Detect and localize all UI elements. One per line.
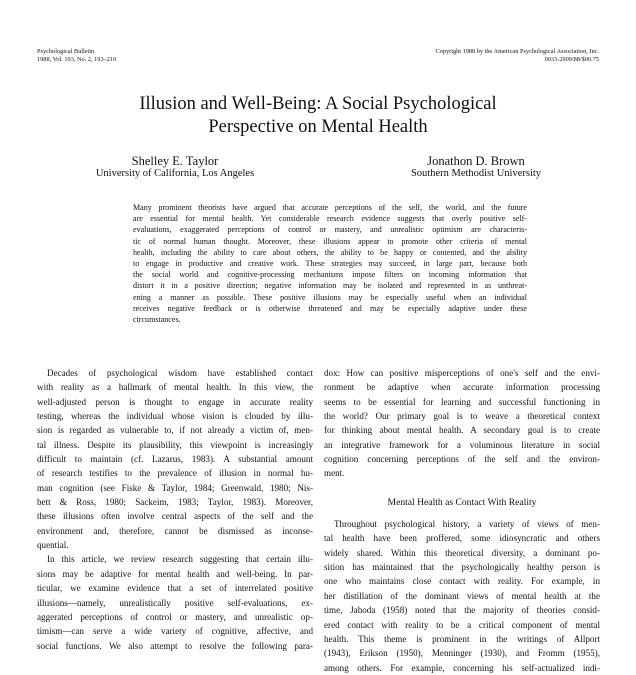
title-line: Perspective on Mental Health [208,117,428,137]
body-line: bett & Ross, 1980; Sackeim, 1983; Taylor, 1983). Moreover, [37,497,313,508]
body-line: Decades of psychological wisdom have established contact [47,368,313,378]
abstract [133,202,527,325]
body-line: environment and, therefore, cannot be dismissed as inconse- [37,525,313,536]
article-title [0,93,636,139]
abstract-line: tic of normal human thought. Moreover, these illusions appear to promote other criteria of mental [133,236,527,246]
body-line: time, Jahoda (1958) noted that the majority of theories consid- [324,605,600,616]
journal-name: Psychological Bulletin [37,48,95,55]
abstract-line: receives negative feedback or is otherwise threatened and may be especially adaptive under these [133,303,527,313]
body-line: one who maintains close contact with reality. For example, in [324,576,600,587]
abstract-line: circumstances. [133,315,181,325]
body-line: difficult to maintain (cf. Lazarus, 1983). A substantial amount [37,454,313,465]
body-line: timism—can serve a wide variety of cognitive, affective, and [37,626,313,637]
body-line: an integrative framework for a voluminous literature in social [324,439,600,450]
body-line: of research testifies to the prevalence of illusion in normal hu- [37,468,313,479]
abstract-line: to engage in productive and creative work. These strategies may succeed, in large part, because both [133,259,527,269]
body-line: sition has maintained that the psychologically healthy person is [324,562,600,573]
body-line: among others. For example, concerning his self-actualized indi- [324,662,600,673]
body-line: tal illness. Despite its plausibility, this viewpoint is increasingly [37,439,313,450]
body-line: quential. [37,540,69,551]
body-line: cognition concerning perceptions of the self and the environ- [324,454,600,465]
author-block [356,154,596,180]
abstract-line: the social world and cognitive-processing mechanisms impose filters on incoming information that [133,270,527,280]
body-line: her distillation of the dominant views of mental health at the [324,590,600,601]
body-line: these illusions often involve central aspects of the self and the [37,511,313,522]
body-line: social functions. We also attempt to resolve the following para- [37,640,313,651]
body-line: man cognition (see Fiske & Taylor, 1984; Greenwald, 1980; Nis- [37,482,313,493]
body-line: testing, whereas the individual whose vision is clouded by illu- [37,411,313,422]
section-heading: Mental Health as Contact With Reality [387,496,537,508]
body-line: well-adjusted person is thought to engage in accurate reality [37,396,313,407]
body-line: illusions—namely, unrealistically positive self-evaluations, ex- [37,597,313,608]
abstract-line: health, including the ability to care about others, the ability to be happy or contented, and the ability [133,247,527,257]
body-line: the world? Our primary goal is to weave a theoretical context [324,411,600,422]
body-line: Throughout psychological history, a variety of views of men- [334,519,600,530]
abstract-line: ening a manner as possible. These positive illusions may be especially useful when an individual [133,292,527,302]
author-name: Shelley E. Taylor [131,154,219,168]
title-line: Illusion and Well-Being: A Social Psychological [139,94,497,114]
body-line: In this article, we review research suggesting that certain illu- [47,554,313,565]
body-line: dox: How can positive misperceptions of one's self and the envi- [324,368,600,378]
author-affiliation: University of California, Los Angeles [95,168,255,179]
body-line: ment. [324,468,345,479]
copyright-notice: Copyright 1988 by the American Psychological Association, Inc. [435,48,599,55]
body-line: widely shared. Within this theoretical diversity, a dominant po- [324,547,600,558]
body-line: ticular, we examine evidence that a set of interrelated positive [37,583,313,594]
abstract-line: Many prominent theorists have argued that accurate perceptions of the self, the world, and the future [133,203,527,212]
abstract-line: are essential for mental health. Yet considerable research evidence suggests that overly positive self- [133,214,527,224]
copyright-info [435,48,599,64]
issn-price: 0033-2909/88/$00.75 [544,56,599,63]
body-column-right [324,366,600,675]
journal-volume: 1988, Vol. 103, No. 2, 193–210 [37,56,117,63]
author-block [70,154,280,180]
body-line: for thinking about mental health. A secondary goal is to create [324,425,600,436]
body-line: sion is regarded as vulnerable to, if not already a victim of, men- [37,425,313,436]
body-column-left [37,366,313,653]
body-line: health. This theme is prominent in the writings of Allport [324,633,600,644]
body-line: with reality as a hallmark of mental health. In this view, the [37,382,313,393]
author-name: Jonathon D. Brown [427,154,525,168]
body-line: tal health have been proffered, some idiosyncratic and others [324,533,600,544]
body-line: aggerated perceptions of control or mastery, and unrealistic op- [37,611,313,622]
abstract-line: distort it in a positive direction; negative information may be isolated and represented in as unthreat- [133,281,527,291]
body-line: (1943), Erikson (1950), Menninger (1930), and Fromm (1955), [324,648,600,659]
body-line: seems to be essential for learning and successful functioning in [324,396,600,407]
author-affiliation: Southern Methodist University [410,168,542,179]
body-line: ronment be adaptive when accurate information processing [324,382,600,393]
body-line: ered contact with reality to be a critical component of mental [324,619,600,630]
abstract-line: evaluations, exaggerated perceptions of control or mastery, and unrealistic optimism are characteris- [133,225,527,235]
body-line: sions may be adaptive for mental health and well-being. In par- [37,568,313,579]
journal-info [37,48,116,64]
